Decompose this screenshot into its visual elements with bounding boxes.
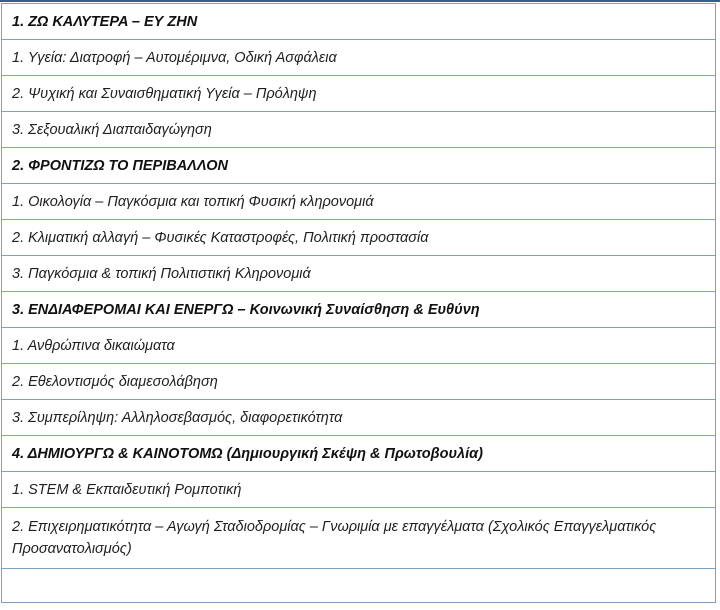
topic-item: 2. Εθελοντισμός διαμεσολάβηση (2, 364, 716, 400)
section-title: 2. ΦΡΟΝΤΙΖΩ ΤΟ ΠΕΡΙΒΑΛΛΟΝ (2, 148, 716, 184)
table-row (2, 220, 716, 256)
empty-cell (2, 569, 716, 603)
table-row (2, 472, 716, 508)
table-row (2, 364, 716, 400)
section-title: 4. ΔΗΜΙΟΥΡΓΩ & ΚΑΙΝΟΤΟΜΩ (Δημιουργική Σκέψη & Πρωτοβουλία) (2, 436, 716, 472)
section-header-row (2, 4, 716, 40)
section-title: 3. ΕΝΔΙΑΦΕΡΟΜΑΙ ΚΑΙ ΕΝΕΡΓΩ – Κοινωνική Συναίσθηση & Ευθύνη (2, 292, 716, 328)
table-row (2, 256, 716, 292)
table-row (2, 508, 716, 569)
topic-item: 2. Ψυχική και Συναισθηματική Υγεία – Πρόληψη (2, 76, 716, 112)
table-row (2, 328, 716, 364)
table-row (2, 184, 716, 220)
empty-row (2, 569, 716, 603)
topic-item: 3. Συμπερίληψη: Αλληλοσεβασμός, διαφορετικότητα (2, 400, 716, 436)
table-row (2, 76, 716, 112)
table-row (2, 40, 716, 76)
topic-item: 2. Κλιματική αλλαγή – Φυσικές Καταστροφές, Πολιτική προστασία (2, 220, 716, 256)
topic-item: 3. Παγκόσμια & τοπική Πολιτιστική Κληρονομιά (2, 256, 716, 292)
section-title: 1. ΖΩ ΚΑΛΥΤΕΡΑ – ΕΥ ΖΗΝ (2, 4, 716, 40)
topic-item: 1. STEM & Εκπαιδευτική Ρομποτική (2, 472, 716, 508)
topic-item: 1. Ανθρώπινα δικαιώματα (2, 328, 716, 364)
top-border-line (0, 0, 720, 2)
topic-item: 2. Επιχειρηματικότητα – Αγωγή Σταδιοδρομίας – Γνωριμία με επαγγέλματα (Σχολικός Επαγγελματικός Προσανατολισμός) (2, 508, 716, 569)
table-row (2, 112, 716, 148)
topic-item: 1. Υγεία: Διατροφή – Αυτομέριμνα, Οδική Ασφάλεια (2, 40, 716, 76)
section-header-row (2, 436, 716, 472)
section-header-row (2, 292, 716, 328)
section-header-row (2, 148, 716, 184)
topic-item: 3. Σεξουαλική Διαπαιδαγώγηση (2, 112, 716, 148)
table-row (2, 400, 716, 436)
thematic-units-table (1, 3, 716, 603)
topic-item: 1. Οικολογία – Παγκόσμια και τοπική Φυσική κληρονομιά (2, 184, 716, 220)
